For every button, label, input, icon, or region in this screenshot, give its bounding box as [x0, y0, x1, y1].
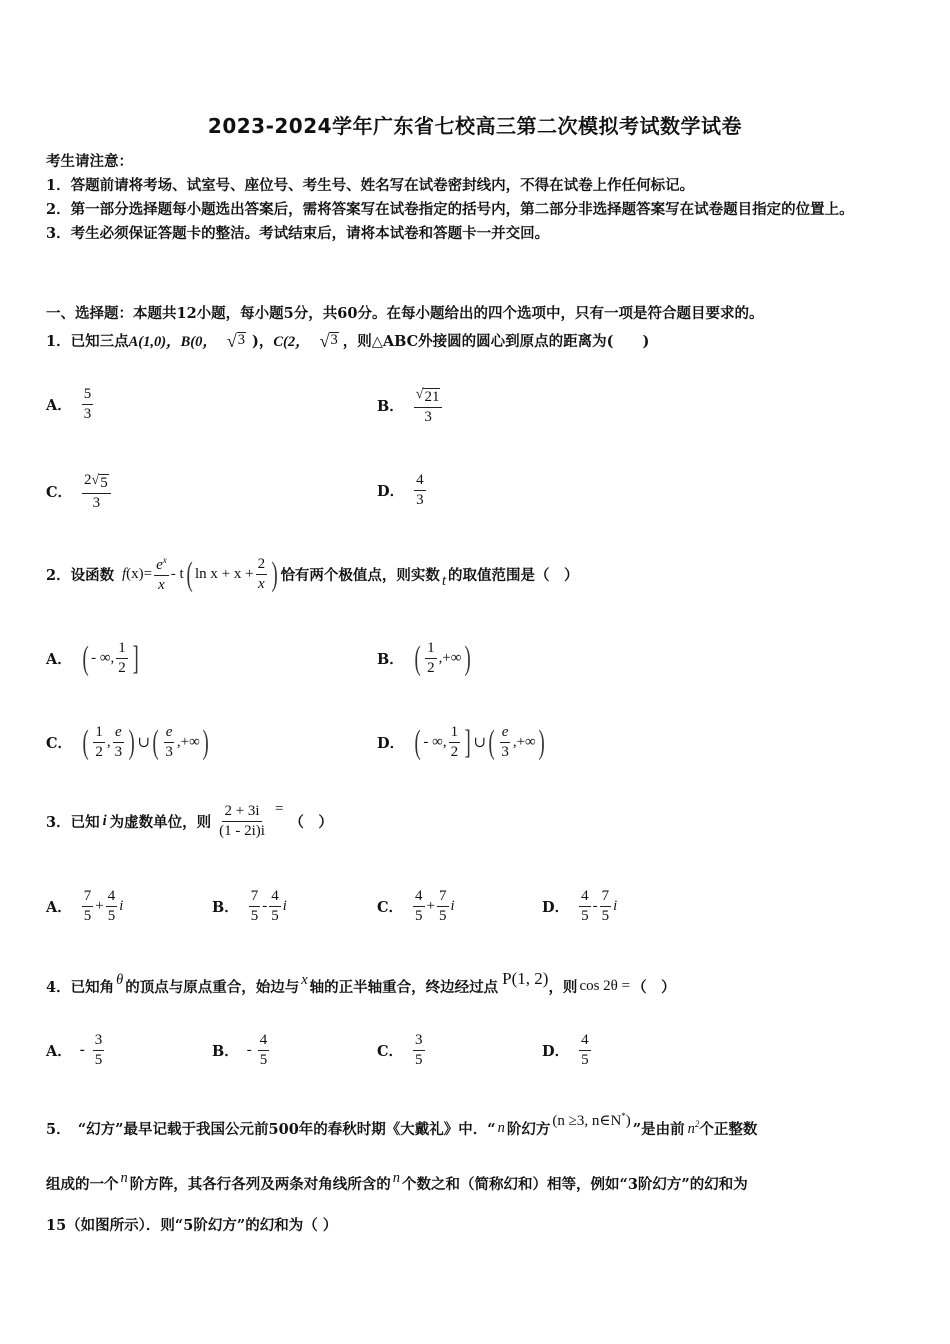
q3-prefix: 3．已知 — [46, 814, 100, 832]
q5-condition: (n ≥3, n∈N*) — [552, 1111, 631, 1129]
q5-n: n — [120, 1170, 128, 1186]
q4-tail: （ ） — [632, 979, 676, 996]
q4-point-p: P(1, 2) — [502, 968, 549, 988]
q5-n: n — [497, 1120, 505, 1136]
q2-option-c[interactable]: C． ( $\frac{1}{2}$ , $\frac{e}{3}$ ) ∪ ( $\frac{e}{3}$ ,+∞ ) — [46, 723, 209, 761]
q5-text: 组成的一个 — [46, 1176, 119, 1193]
q4-x: x — [301, 972, 308, 988]
q2-option-b[interactable]: B． ( $\frac{1}{2}$ ,+∞ ) — [377, 639, 471, 677]
q2-option-a[interactable]: A． ( - ∞, $\frac{1}{2}$ ] — [46, 639, 139, 677]
question-2: 2．设函数 f (x) = $\frac{e^x}{x}$ - t ( ln x + x + $\frac{2}{x}$ ) 恰有两个极值点，则实数 t 的取值范围是（ ） — [46, 555, 579, 594]
q5-text: 个正整数 — [699, 1121, 758, 1138]
q4-option-b[interactable]: B． - $\frac{4}{5}$ — [212, 1032, 268, 1069]
q4-theta: θ — [116, 972, 124, 988]
question-3: 3．已知 i 为虚数单位，则 $\frac{2 + 3i}{(1 - 2i)i}$ = （ ） — [46, 801, 333, 840]
notice-item: 1．答题前请将考场、试室号、座位号、考生号、姓名写在试卷密封线内，不得在试卷上作任何标记。 — [46, 177, 695, 194]
q5-text: 5． “幻方”最早记载于我国公元前500年的春秋时期《大戴礼》中．“ — [46, 1121, 496, 1138]
q5-text: 阶幻方 — [506, 1121, 551, 1138]
q5-text: 个数之和（简称幻和）相等，例如“3阶幻方”的幻和为 — [402, 1176, 748, 1193]
q1-option-d[interactable]: D． $\frac{4}{3}$ — [377, 472, 424, 509]
q3-mid: 为虚数单位，则 — [109, 814, 212, 832]
q4-mid1: 的顶点与原点重合，始边与 — [125, 979, 300, 996]
q4-mid3: ，则 — [548, 979, 578, 996]
q3-option-b[interactable]: B． $\frac{7}{5}$ - $\frac{4}{5}$ i — [212, 888, 287, 925]
q1-option-a[interactable]: A． $\frac{5}{3}$ — [46, 386, 92, 423]
q1-point-c: C(2， — [273, 334, 310, 350]
q2-prefix: 2．设函数 — [46, 567, 115, 585]
section-heading: 一、选择题：本题共12小题，每小题5分，共60分。在每小题给出的四个选项中，只有一项是符合题目要求的。 — [46, 305, 764, 322]
q1-sqrt-b: √ 3 — [226, 330, 245, 351]
page-title: 2023-2024学年广东省七校高三第二次模拟考试数学试卷 — [207, 114, 743, 138]
q2-t: t — [441, 573, 446, 590]
question-1 — [46, 330, 649, 351]
question-5-line-3: 15（如图所示）．则“5阶幻方”的幻和为（ ） — [46, 1217, 338, 1234]
q5-n-squared: $n^2$ — [687, 1119, 700, 1137]
q4-prefix: 4．已知角 — [46, 979, 115, 996]
q1-option-c[interactable]: C． 2 √ 5 3 — [46, 472, 113, 512]
q1-option-b[interactable]: B． √ 21 3 — [377, 386, 444, 426]
q1-point-a: A(1,0)， — [128, 334, 181, 350]
q1-tail: ，则△ABC外接圆的圆心到原点的距离为( ) — [342, 333, 650, 350]
q3-eq: = — [274, 801, 284, 818]
q1-close-b: )， — [251, 333, 274, 350]
q4-option-c[interactable]: C． $\frac{3}{5}$ — [377, 1032, 423, 1069]
q2-mid: 恰有两个极值点，则实数 — [280, 567, 440, 585]
q2-ln: ln x + x + — [195, 566, 254, 583]
question-5-line-2 — [46, 1170, 748, 1194]
q1-sqrt-c: √ 3 — [319, 330, 338, 351]
notice-block — [46, 150, 906, 246]
q2-x: (x) — [126, 566, 144, 583]
q4-option-a[interactable]: A． - $\frac{3}{5}$ — [46, 1032, 103, 1069]
q3-option-d[interactable]: D． $\frac{4}{5}$ - $\frac{7}{5}$ i — [542, 888, 618, 925]
question-4 — [46, 968, 676, 997]
q4-mid2: 轴的正半轴重合，终边经过点 — [309, 979, 499, 996]
notice-item: 2．第一部分选择题每小题选出答案后，需将答案写在试卷指定的括号内，第二部分非选择题答案写在试卷题目指定的位置上。 — [46, 201, 854, 218]
notice-item: 3．考生必须保证答题卡的整洁。考试结束后，请将本试卷和答题卡一并交回。 — [46, 225, 550, 242]
q5-text: ”是由前 — [632, 1121, 685, 1138]
question-5-line-1 — [46, 1111, 758, 1139]
q1-point-b: B(0， — [180, 334, 217, 350]
q5-text: 阶方阵，其各行各列及两条对角线所含的 — [129, 1176, 391, 1193]
q4-cos: cos 2θ = — [579, 978, 631, 994]
q3-tail: （ ） — [289, 814, 333, 832]
q2-minus-t: - t — [170, 566, 184, 583]
notice-heading: 考生请注意： — [46, 153, 133, 170]
q3-option-a[interactable]: A． $\frac{7}{5}$ + $\frac{4}{5}$ i — [46, 888, 124, 925]
q1-prefix: 1．已知三点 — [46, 333, 129, 350]
q2-tail: 的取值范围是（ ） — [447, 567, 579, 585]
q3-option-c[interactable]: C． $\frac{4}{5}$ + $\frac{7}{5}$ i — [377, 888, 455, 925]
q2-eq: = — [143, 566, 153, 583]
q3-i: i — [102, 813, 107, 830]
q4-option-d[interactable]: D． $\frac{4}{5}$ — [542, 1032, 589, 1069]
q2-option-d[interactable]: D． ( - ∞, $\frac{1}{2}$ ] ∪ ( $\frac{e}{3}$ ,+∞ ) — [377, 723, 545, 761]
q5-n: n — [392, 1170, 400, 1186]
q2-f: f — [122, 566, 127, 583]
